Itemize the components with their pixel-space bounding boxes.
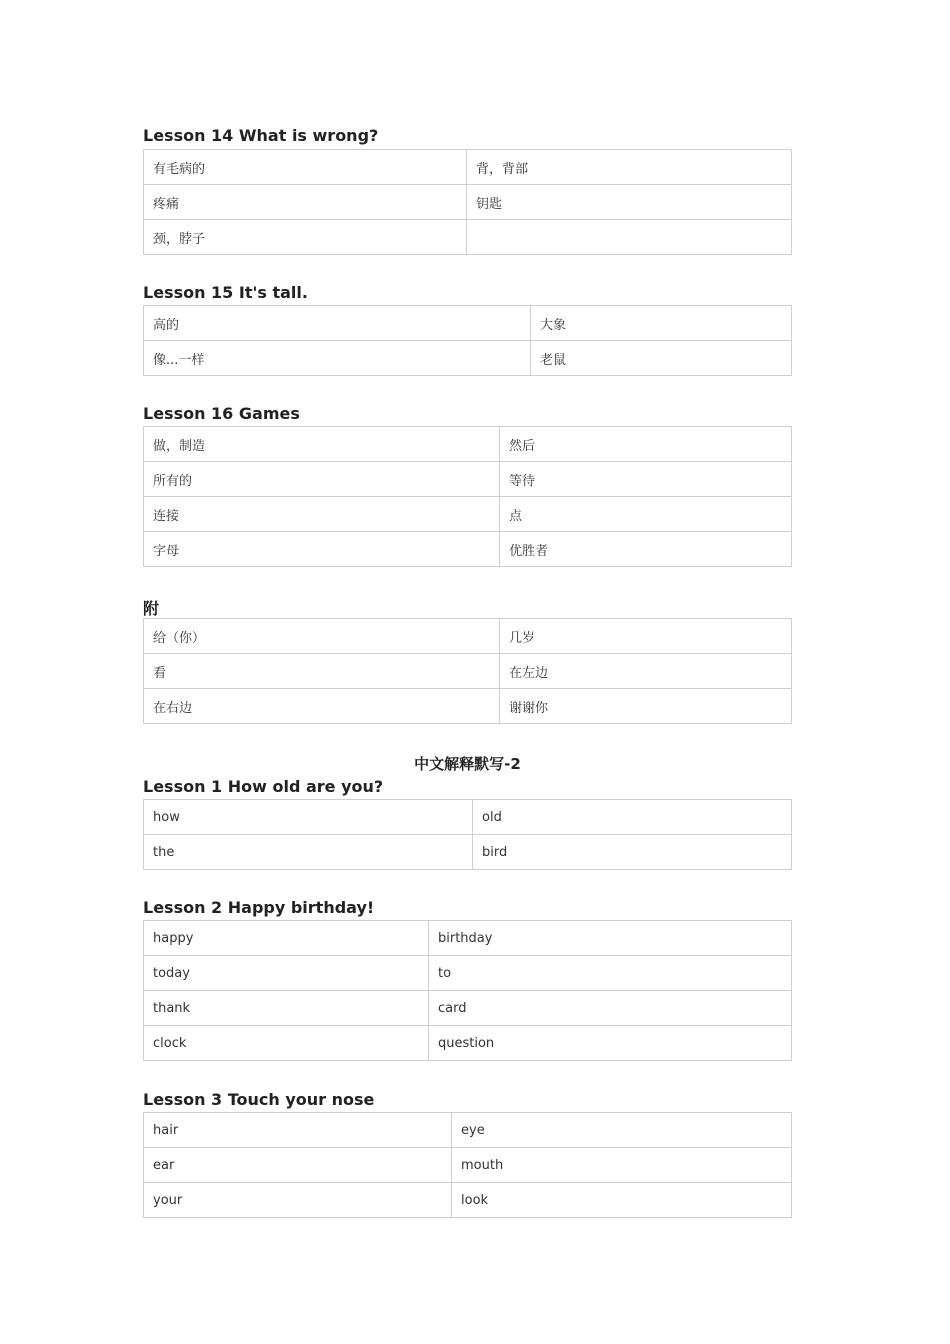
- table-cell: 给（你）: [144, 619, 500, 654]
- table-cell: question: [429, 1026, 792, 1061]
- vocab-table: [143, 1112, 792, 1218]
- vocab-table: [143, 920, 792, 1061]
- table-cell: bird: [473, 835, 792, 870]
- table-row: [144, 689, 792, 724]
- section-heading: Lesson 2 Happy birthday!: [143, 898, 375, 917]
- table-row: [144, 991, 792, 1026]
- table-row: [144, 921, 792, 956]
- section-heading: Lesson 1 How old are you?: [143, 777, 384, 796]
- table-cell: 疼痛: [144, 185, 467, 220]
- section-heading: Lesson 14 What is wrong?: [143, 126, 379, 145]
- table-cell: look: [452, 1183, 792, 1218]
- table-cell: 然后: [500, 427, 792, 462]
- table-cell: card: [429, 991, 792, 1026]
- table-cell: 颈，脖子: [144, 220, 467, 255]
- table-row: [144, 835, 792, 870]
- table-cell: 点: [500, 497, 792, 532]
- table-cell: 几岁: [500, 619, 792, 654]
- table-cell: 老鼠: [531, 341, 792, 376]
- table-cell: 有毛病的: [144, 150, 467, 185]
- table-cell: 做，制造: [144, 427, 500, 462]
- table-row: [144, 306, 792, 341]
- table-cell: happy: [144, 921, 429, 956]
- table-cell: 在左边: [500, 654, 792, 689]
- table-cell: old: [473, 800, 792, 835]
- table-row: [144, 532, 792, 567]
- section-heading: Lesson 16 Games: [143, 404, 300, 423]
- table-row: [144, 619, 792, 654]
- table-cell: birthday: [429, 921, 792, 956]
- table-row: [144, 220, 792, 255]
- table-cell: 像...一样: [144, 341, 531, 376]
- table-cell: 背，背部: [467, 150, 792, 185]
- table-cell: your: [144, 1183, 452, 1218]
- table-cell: thank: [144, 991, 429, 1026]
- table-row: [144, 427, 792, 462]
- table-cell: 等待: [500, 462, 792, 497]
- table-cell: 在右边: [144, 689, 500, 724]
- section-heading: Lesson 3 Touch your nose: [143, 1090, 375, 1109]
- vocab-table: [143, 426, 792, 567]
- table-cell: eye: [452, 1113, 792, 1148]
- table-cell: clock: [144, 1026, 429, 1061]
- table-row: [144, 185, 792, 220]
- table-cell: how: [144, 800, 473, 835]
- table-row: [144, 800, 792, 835]
- table-cell: the: [144, 835, 473, 870]
- table-cell: [467, 220, 792, 255]
- table-row: [144, 1026, 792, 1061]
- table-cell: today: [144, 956, 429, 991]
- vocab-table: [143, 618, 792, 724]
- table-cell: 字母: [144, 532, 500, 567]
- table-cell: 钥匙: [467, 185, 792, 220]
- table-cell: 连接: [144, 497, 500, 532]
- vocab-table: [143, 799, 792, 870]
- section-heading: 附: [143, 599, 160, 618]
- table-cell: 优胜者: [500, 532, 792, 567]
- table-row: [144, 654, 792, 689]
- table-row: [144, 462, 792, 497]
- table-row: [144, 150, 792, 185]
- section-heading: Lesson 15 It's tall.: [143, 283, 308, 302]
- table-cell: 高的: [144, 306, 531, 341]
- table-row: [144, 1183, 792, 1218]
- vocab-table: [143, 149, 792, 255]
- table-row: [144, 341, 792, 376]
- table-row: [144, 956, 792, 991]
- table-cell: 大象: [531, 306, 792, 341]
- vocab-table: [143, 305, 792, 376]
- table-cell: 谢谢你: [500, 689, 792, 724]
- document-title: 中文解释默写-2: [414, 755, 521, 773]
- table-cell: ear: [144, 1148, 452, 1183]
- table-cell: hair: [144, 1113, 452, 1148]
- table-cell: mouth: [452, 1148, 792, 1183]
- table-row: [144, 1148, 792, 1183]
- table-cell: 看: [144, 654, 500, 689]
- table-cell: 所有的: [144, 462, 500, 497]
- table-cell: to: [429, 956, 792, 991]
- table-row: [144, 497, 792, 532]
- table-row: [144, 1113, 792, 1148]
